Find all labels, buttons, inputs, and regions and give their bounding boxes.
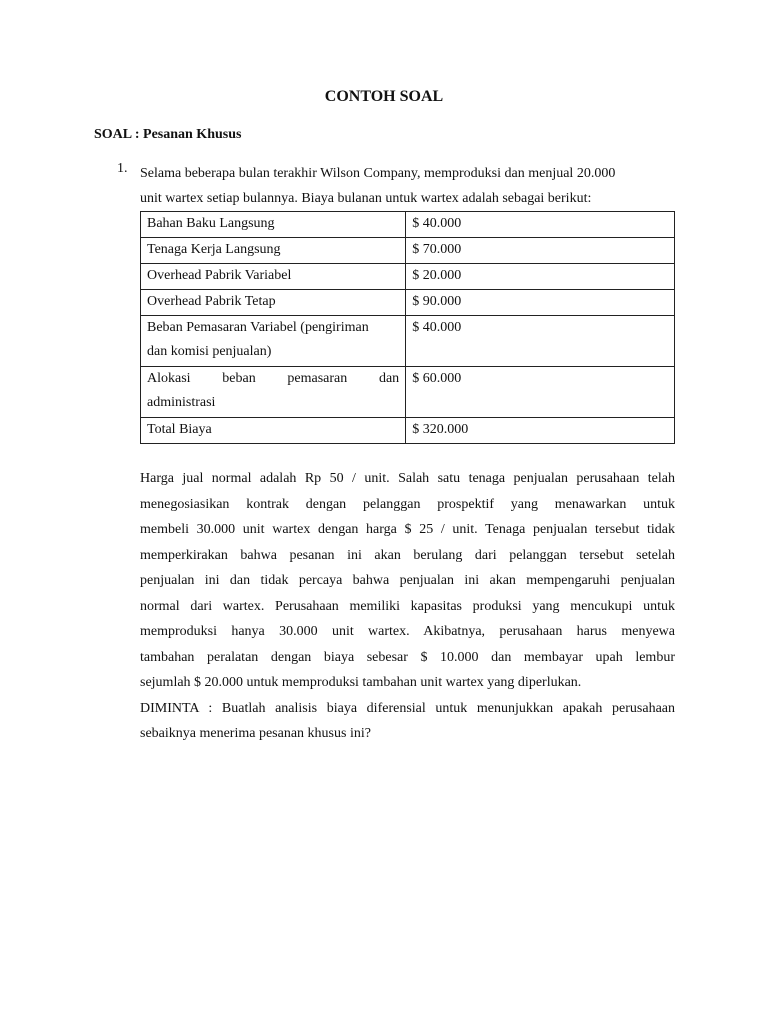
page-title: CONTOH SOAL (324, 88, 444, 105)
table-cell-desc (141, 367, 406, 418)
paragraph-line: tambahan peralatan dengan biaya sebesar $ 10.000 dan membayar upah lembur (140, 649, 675, 665)
section-subtitle: SOAL : Pesanan Khusus (94, 127, 242, 142)
table-row (141, 238, 675, 264)
body-paragraph (140, 466, 675, 747)
paragraph-line: memperkirakan bahwa pesanan ini akan berulang dari pelanggan tersebut setelah (140, 547, 675, 563)
table-row (141, 290, 675, 316)
desc-line (147, 367, 399, 391)
table-row (141, 316, 675, 367)
table-cell-value: $ 20.000 (406, 264, 675, 290)
paragraph-line: penjualan ini dan tidak percaya bahwa penjualan ini akan mempengaruhi penjualan (140, 573, 675, 588)
desc-line: dan komisi penjualan) (147, 344, 272, 359)
table-row (141, 264, 675, 290)
desc-word: beban (222, 371, 256, 386)
desc-line (147, 316, 399, 340)
table-cell-value: $ 60.000 (406, 367, 675, 418)
table-row (141, 367, 675, 418)
paragraph-line: sejumlah $ 20.000 untuk memproduksi tambahan unit wartex yang diperlukan. (140, 675, 582, 690)
desc-word: pemasaran (287, 371, 348, 386)
desc-line: administrasi (147, 395, 216, 410)
question-line: DIMINTA : Buatlah analisis biaya diferensial untuk menunjukkan apakah perusahaan (140, 700, 675, 716)
paragraph-line: Harga jual normal adalah Rp 50 / unit. Salah satu tenaga penjualan perusahaan telah (140, 471, 675, 486)
desc-line-text: Beban Pemasaran Variabel (pengiriman (147, 320, 369, 335)
table-cell-desc (141, 316, 406, 367)
table-cell-value: $ 40.000 (406, 212, 675, 238)
table-cell-value: $ 320.000 (406, 418, 675, 444)
intro-line: unit wartex setiap bulannya. Biaya bulanan untuk wartex adalah sebagai berikut: (140, 191, 592, 206)
desc-word: dan (378, 371, 400, 386)
list-item-number: 1. (117, 161, 128, 176)
table-cell-desc: Overhead Pabrik Variabel (141, 264, 406, 290)
table-cell-desc: Tenaga Kerja Langsung (141, 238, 406, 264)
desc-word: Alokasi (147, 371, 191, 386)
table-cell-desc: Total Biaya (141, 418, 406, 444)
table-cell-value: $ 40.000 (406, 316, 675, 367)
table-cell-value: $ 90.000 (406, 290, 675, 316)
paragraph-line: memproduksi hanya 30.000 unit wartex. Akibatnya, perusahaan harus menyewa (140, 624, 675, 639)
cost-table (140, 211, 675, 444)
table-cell-desc: Overhead Pabrik Tetap (141, 290, 406, 316)
intro-text (140, 161, 675, 211)
paragraph-line: menegosiasikan kontrak dengan pelanggan prospektif yang menawarkan untuk (140, 496, 675, 512)
question-line: sebaiknya menerima pesanan khusus ini? (140, 726, 371, 741)
intro-line: Selama beberapa bulan terakhir Wilson Company, memproduksi dan menjual 20.000 (140, 166, 616, 181)
paragraph-line: membeli 30.000 unit wartex dengan harga $ 25 / unit. Tenaga penjualan tersebut tidak (140, 522, 675, 537)
table-cell-desc: Bahan Baku Langsung (141, 212, 406, 238)
paragraph-line: normal dari wartex. Perusahaan memiliki kapasitas produksi yang mencukupi untuk (140, 598, 675, 614)
table-row-total (141, 418, 675, 444)
table-cell-value: $ 70.000 (406, 238, 675, 264)
table-row (141, 212, 675, 238)
